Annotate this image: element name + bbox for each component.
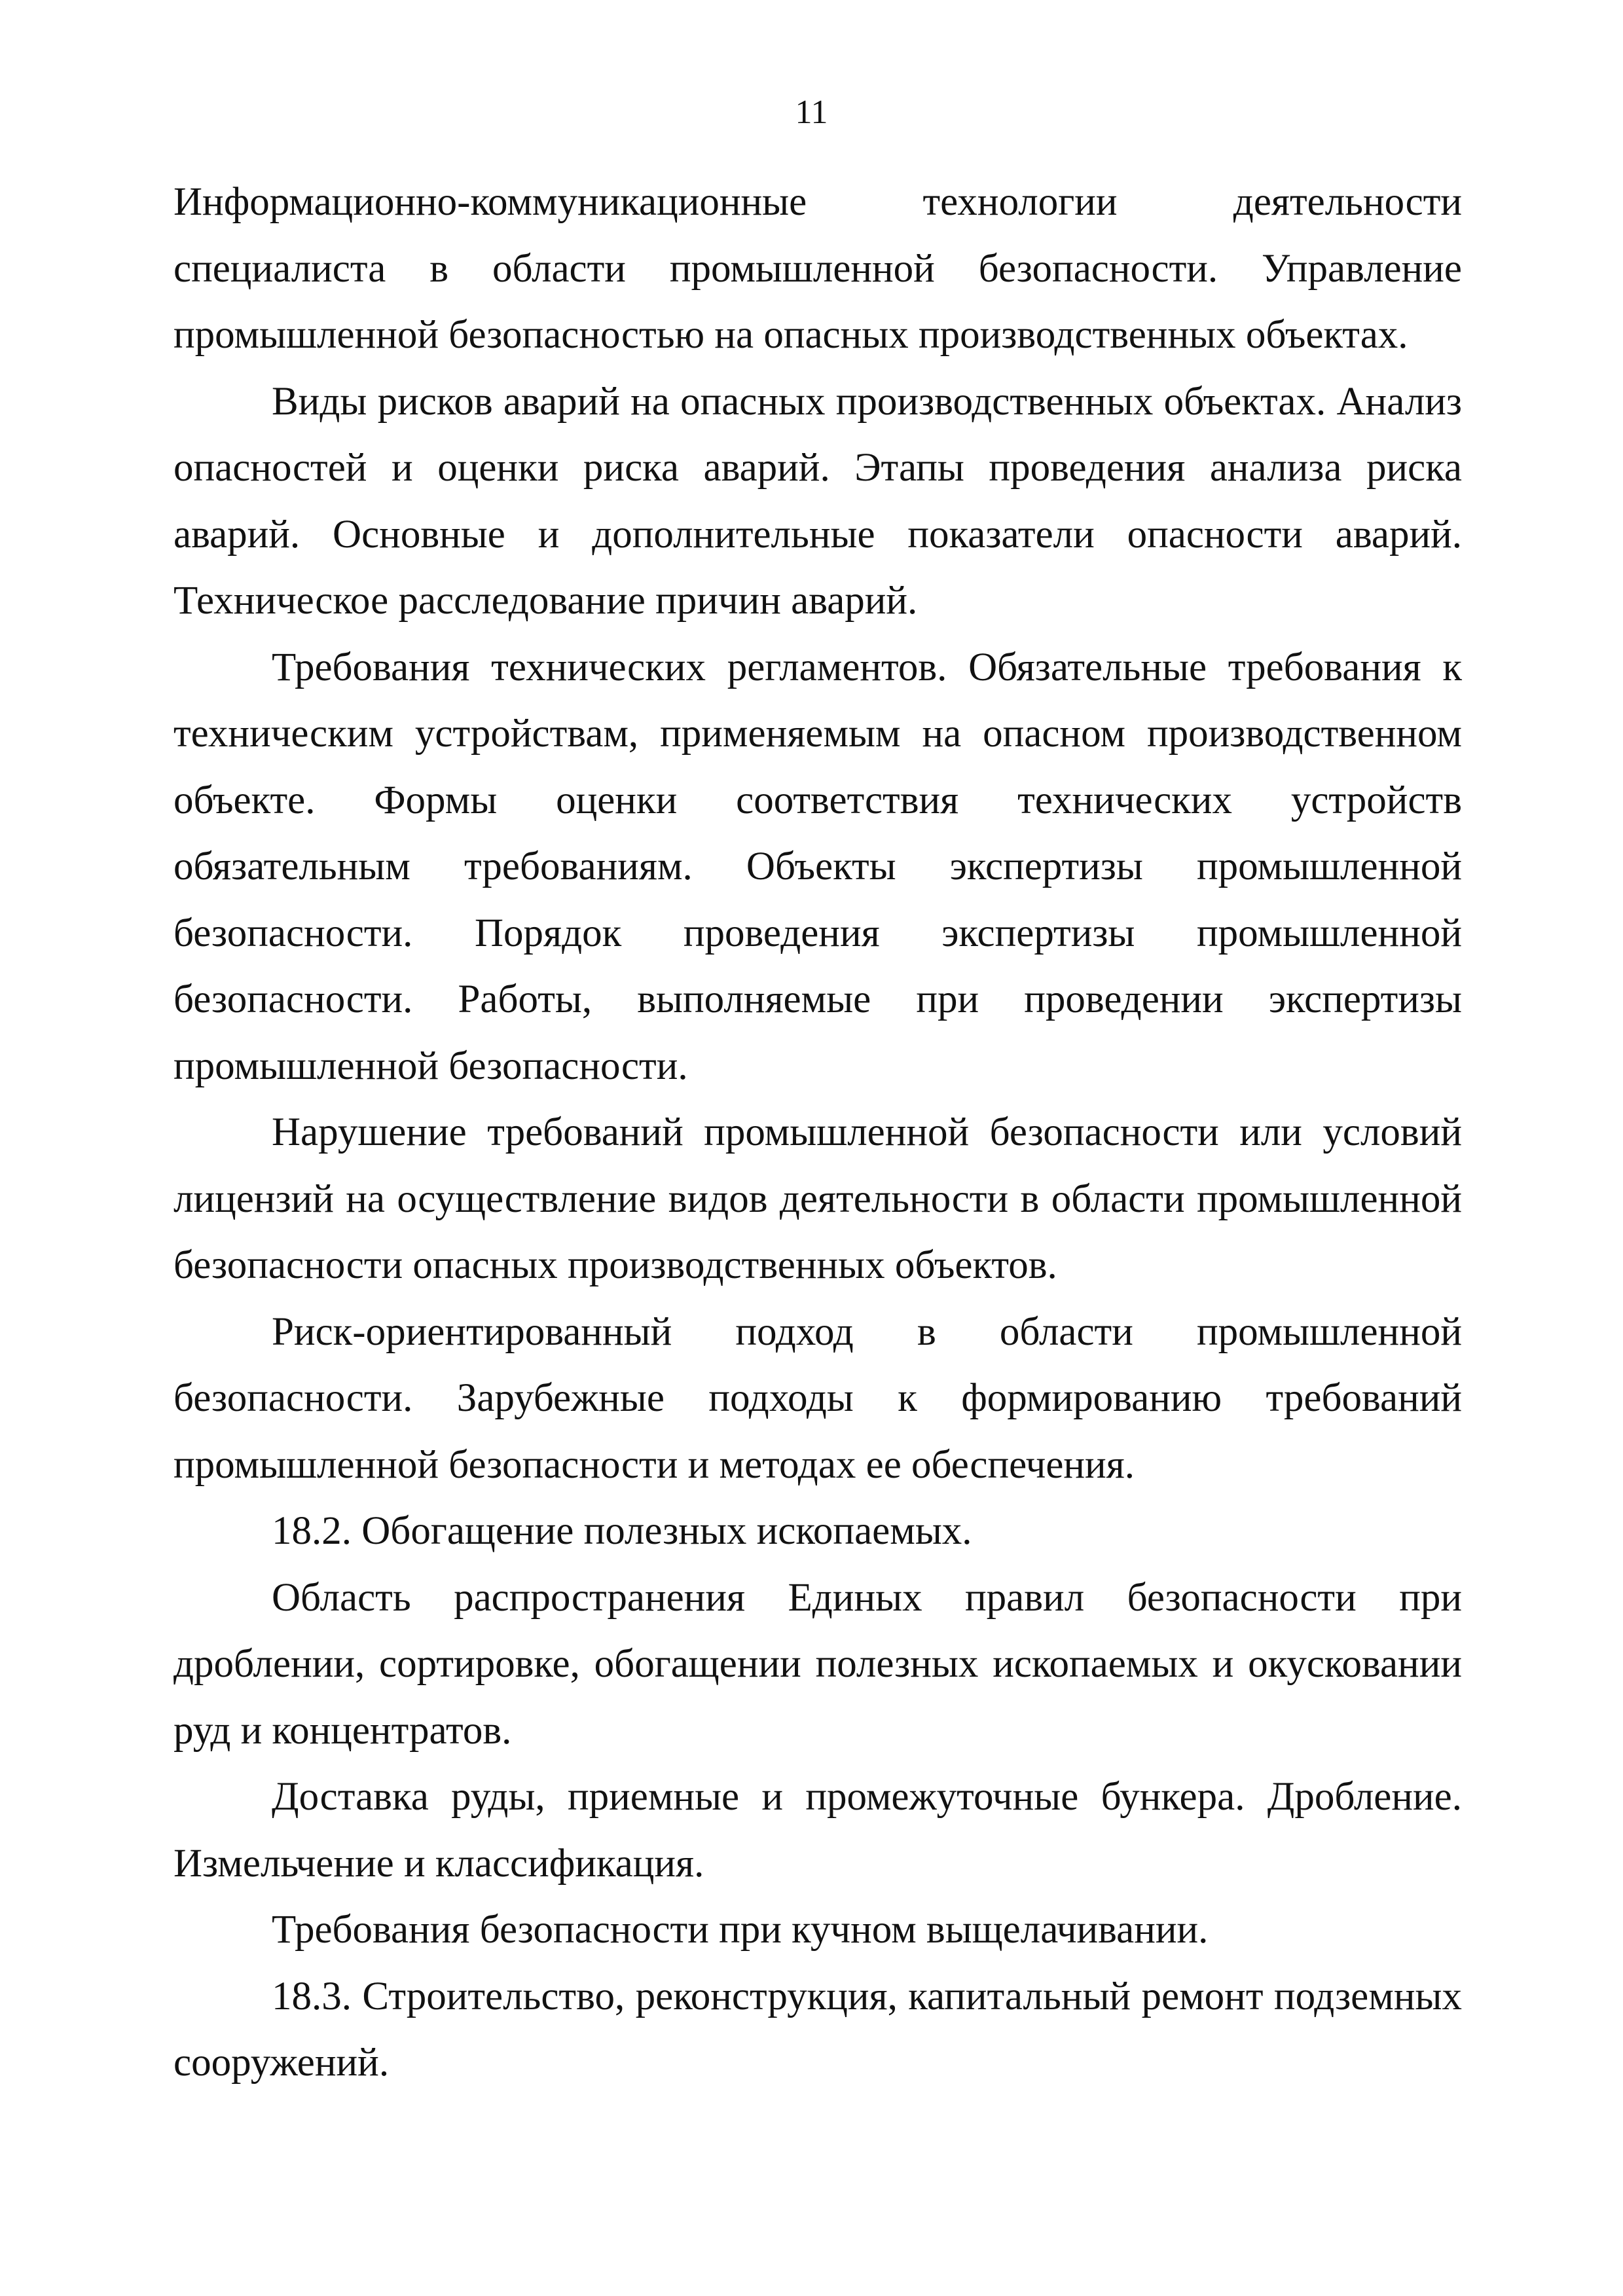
- section-heading-18-3: 18.3. Строительство, реконструкция, капитальный ремонт подземных сооружений.: [173, 1974, 1462, 2085]
- paragraph-accident-risks: Виды рисков аварий на опасных производственных объектах. Анализ опасностей и оценки риска аварий. Этапы проведения анализа риска аварий. Основные и дополнительные показатели опасности аварий. Техническое расследование причин аварий.: [173, 379, 1462, 623]
- paragraph-heap-leaching: Требования безопасности при кучном выщелачивании.: [272, 1908, 1209, 1952]
- paragraph-risk-oriented-approach: Риск-ориентированный подход в области промышленной безопасности. Зарубежные подходы к формированию требований промышленной безопасности и методах ее обеспечения.: [173, 1309, 1462, 1487]
- paragraph-rules-scope: Область распространения Единых правил безопасности при дроблении, сортировке, обогащении полезных ископаемых и окусковании руд и концентратов.: [173, 1575, 1462, 1753]
- section-heading-18-2: 18.2. Обогащение полезных ископаемых.: [272, 1509, 972, 1553]
- paragraph-technical-regulations: Требования технических регламентов. Обязательные требования к техническим устройствам, применяемым на опасном производственном объекте. Формы оценки соответствия технических устройств обязательным требованиям. Объекты экспертизы промышленной безопасности. Порядок проведения экспертизы промышленной безопасности. Работы, выполняемые при проведении экспертизы промышленной безопасности.: [173, 645, 1462, 1088]
- paragraph-ict-management: Информационно-коммуникационные технологии деятельности специалиста в области промышленной безопасности. Управление промышленной безопасностью на опасных производственных объектах.: [173, 180, 1462, 357]
- paragraph-ore-delivery: Доставка руды, приемные и промежуточные бункера. Дробление. Измельчение и классификация.: [173, 1775, 1462, 1886]
- page-number: 11: [795, 94, 828, 131]
- document-body: [173, 169, 1462, 2096]
- paragraph-violations: Нарушение требований промышленной безопасности или условий лицензий на осуществление видов деятельности в области промышленной безопасности опасных производственных объектов.: [173, 1110, 1462, 1287]
